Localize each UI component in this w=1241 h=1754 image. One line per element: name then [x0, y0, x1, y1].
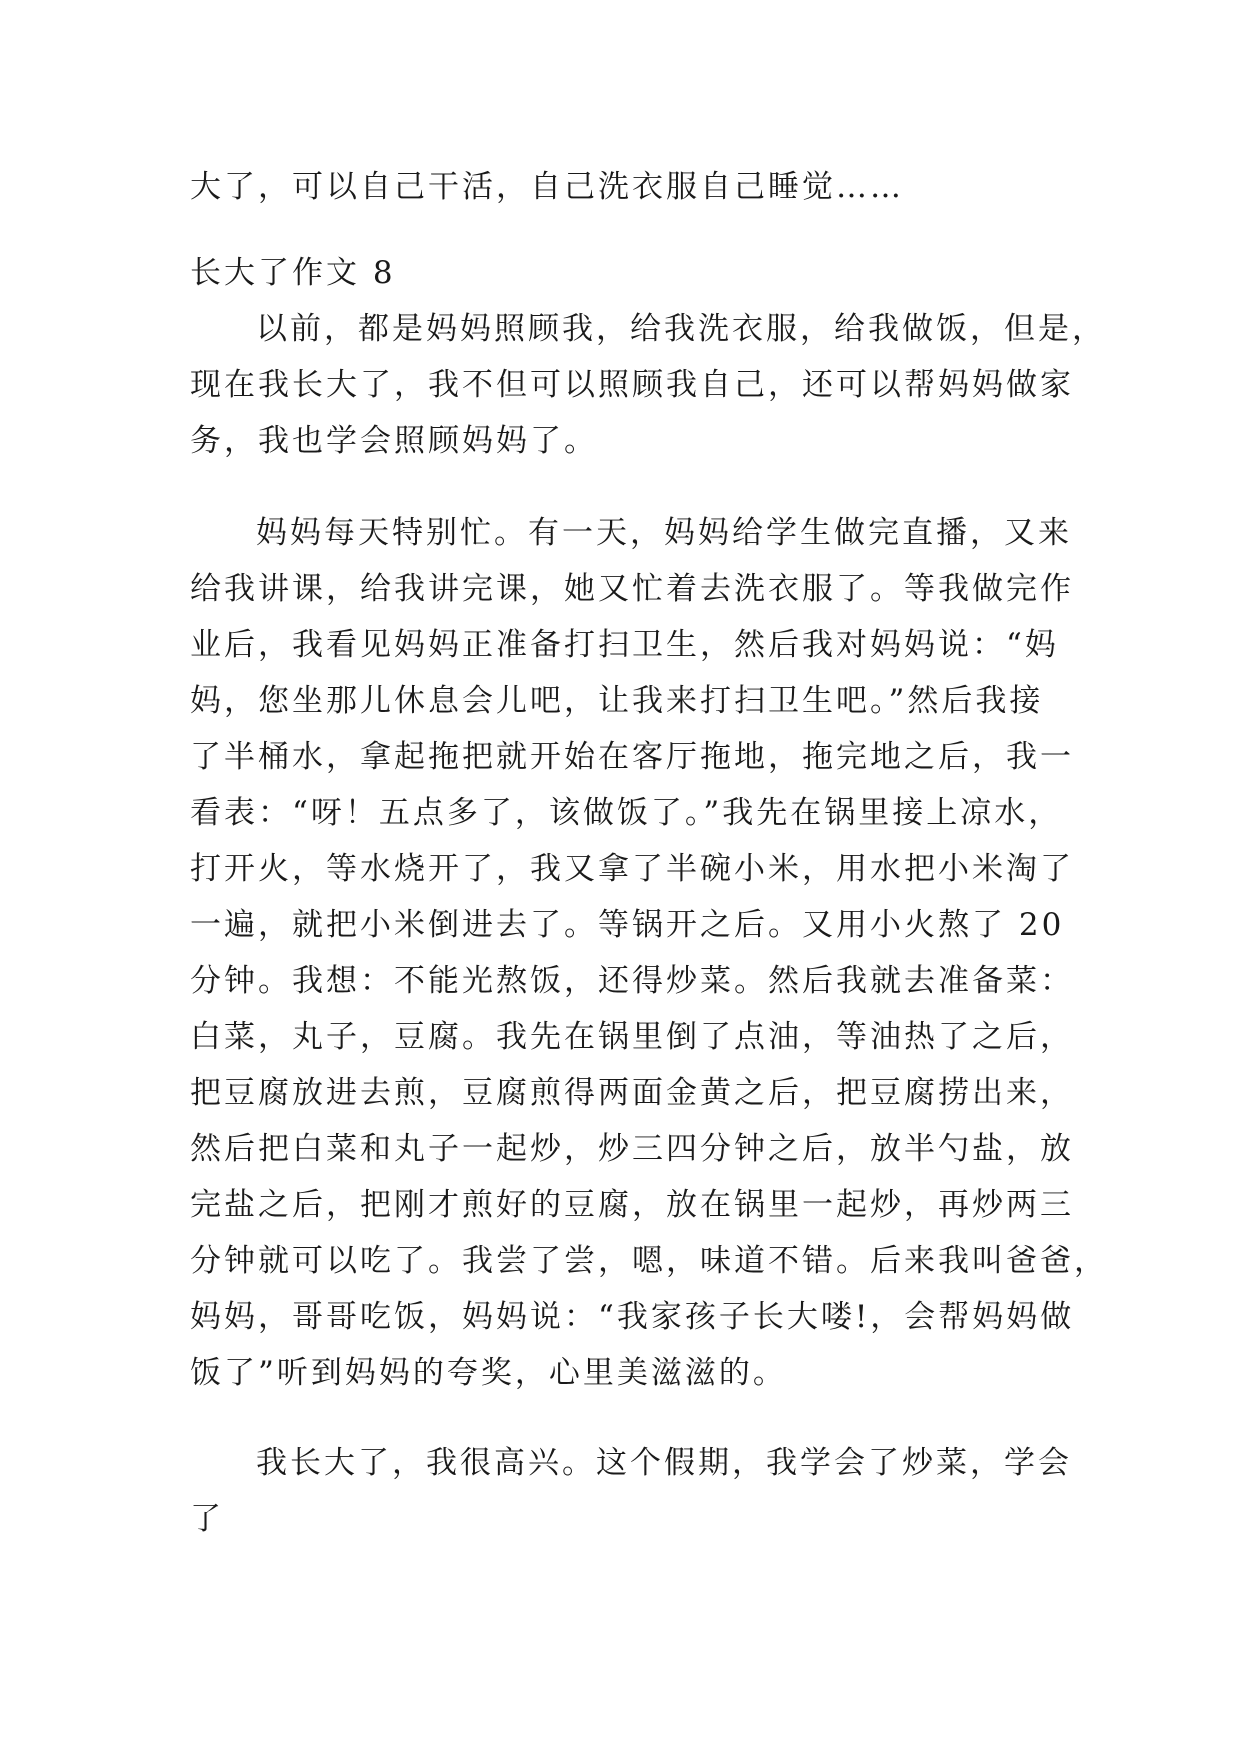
paragraph-2-line-2: 给我讲课，给我讲完课，她又忙着去洗衣服了。等我做完作 — [190, 571, 1074, 607]
paragraph-1-line-1: 以前，都是妈妈照顾我，给我洗衣服，给我做饭，但是， — [256, 311, 1106, 347]
paragraph-2-line-11: 把豆腐放进去煎，豆腐煎得两面金黄之后，把豆腐捞出来， — [190, 1075, 1074, 1111]
paragraph-2-line-14: 分钟就可以吃了。我尝了尝，嗯，味道不错。后来我叫爸爸， — [190, 1243, 1108, 1279]
paragraph-2-line-13: 完盐之后，把刚才煎好的豆腐，放在锅里一起炒，再炒两三 — [190, 1187, 1074, 1223]
paragraph-1-line-2: 现在我长大了，我不但可以照顾我自己，还可以帮妈妈做家 — [190, 367, 1074, 403]
paragraph-2-line-6: 看表：“呀！五点多了，该做饭了。”我先在锅里接上凉水， — [190, 795, 1063, 831]
paragraph-2-line-10: 白菜，丸子，豆腐。我先在锅里倒了点油，等油热了之后， — [190, 1019, 1074, 1055]
essay-heading: 长大了作文 8 — [190, 255, 396, 291]
paragraph-2-line-7: 打开火，等水烧开了，我又拿了半碗小米，用水把小米淘了 — [190, 851, 1074, 887]
paragraph-2-line-15: 妈妈，哥哥吃饭，妈妈说：“我家孩子长大喽!，会帮妈妈做 — [190, 1299, 1075, 1335]
paragraph-2-line-3: 业后，我看见妈妈正准备打扫卫生，然后我对妈妈说：“妈 — [190, 627, 1059, 663]
paragraph-2-line-5: 了半桶水，拿起拖把就开始在客厅拖地，拖完地之后，我一 — [190, 739, 1074, 775]
paragraph-2-line-1: 妈妈每天特别忙。有一天，妈妈给学生做完直播，又来 — [256, 515, 1072, 551]
paragraph-1-line-3: 务，我也学会照顾妈妈了。 — [190, 423, 598, 459]
paragraph-3-line-2: 了 — [190, 1501, 224, 1537]
paragraph-2-line-9: 分钟。我想：不能光熬饭，还得炒菜。然后我就去准备菜： — [190, 963, 1074, 999]
paragraph-2-line-16: 饭了”听到妈妈的夸奖，心里美滋滋的。 — [190, 1355, 787, 1391]
paragraph-2-line-8: 一遍，就把小米倒进去了。等锅开之后。又用小火熬了 20 — [190, 907, 1065, 943]
paragraph-2-line-12: 然后把白菜和丸子一起炒，炒三四分钟之后，放半勺盐，放 — [190, 1131, 1074, 1167]
paragraph-2-line-4: 妈，您坐那儿休息会儿吧，让我来打扫卫生吧。”然后我接 — [190, 683, 1044, 719]
paragraph-3-line-1: 我长大了，我很高兴。这个假期，我学会了炒菜，学会 — [256, 1445, 1072, 1481]
text-line-continuation: 大了，可以自己干活，自己洗衣服自己睡觉…… — [190, 169, 904, 205]
